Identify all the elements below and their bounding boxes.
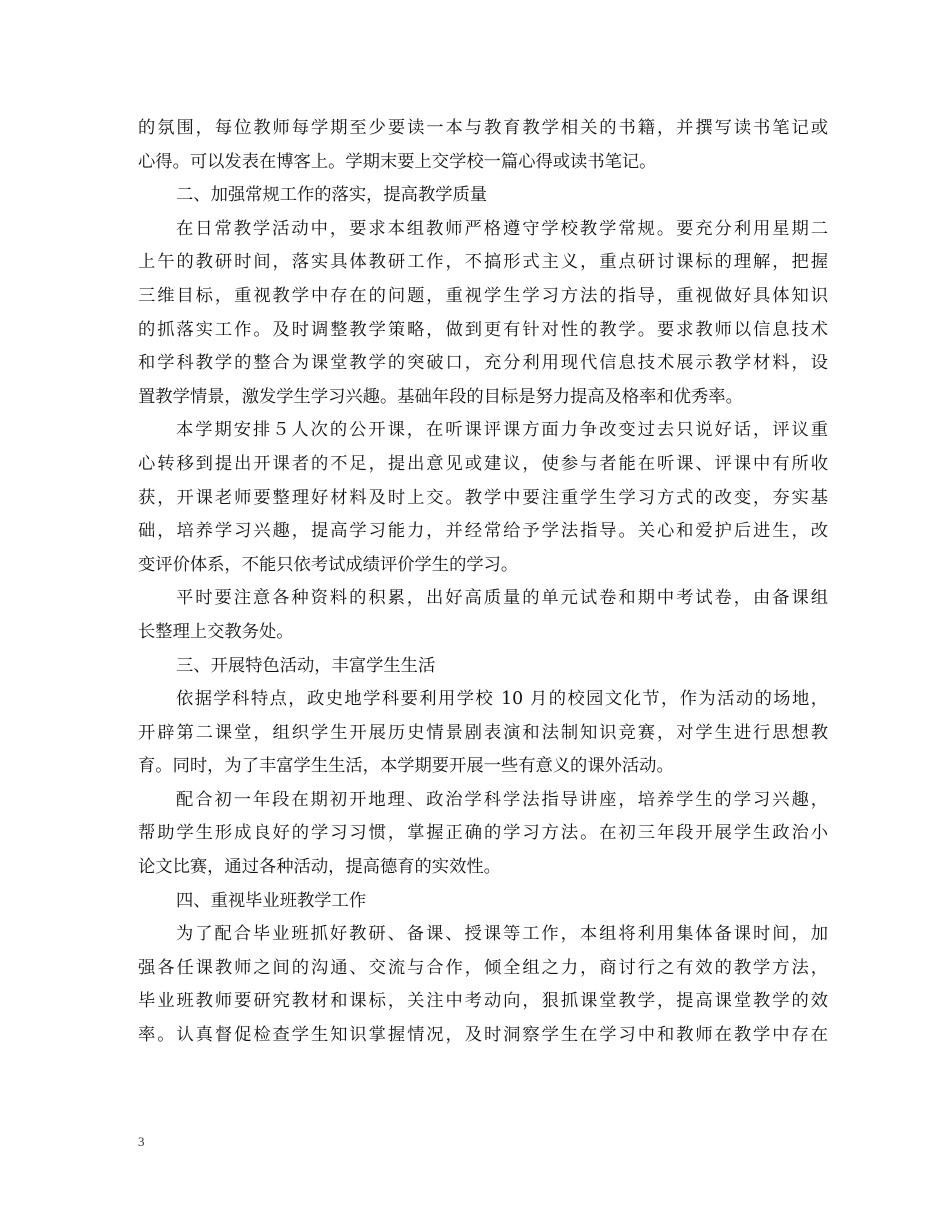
paragraph-line: 率。认真督促检查学生知识掌握情况，及时洞察学生在学习中和教师在教学中存在 <box>138 1025 828 1046</box>
paragraph-line: 平时要注意各种资料的积累，出好高质量的单元试卷和期中考试卷，由备课组 <box>176 588 828 609</box>
paragraph-line: 论文比赛，通过各种活动，提高德育的实效性。 <box>138 857 501 878</box>
paragraph-line: 依据学科特点，政史地学科要利用学校 10 月的校园文化节，作为活动的场地， <box>176 689 828 710</box>
paragraph-line: 在日常教学活动中，要求本组教师严格遵守学校教学常规。要充分利用星期二 <box>176 218 828 239</box>
paragraph-line: 帮助学生形成良好的学习习惯，掌握正确的学习方法。在初三年段开展学生政治小 <box>138 823 828 844</box>
paragraph-line: 的氛围，每位教师每学期至少要读一本与教育教学相关的书籍，并撰写读书笔记或 <box>138 118 828 138</box>
paragraph-line: 强各任课教师之间的沟通、交流与合作，倾全组之力，商讨行之有效的教学方法， <box>138 957 828 978</box>
paragraph-line: 变评价体系，不能只依考试成绩评价学生的学习。 <box>138 554 519 575</box>
paragraph-line: 置教学情景，激发学生学习兴趣。基础年段的目标是努力提高及格率和优秀率。 <box>138 386 743 407</box>
paragraph-line: 的抓落实工作。及时调整教学策略，做到更有针对性的教学。要求教师以信息技术 <box>138 319 828 340</box>
paragraph-line: 配合初一年段在期初开地理、政治学科学法指导讲座，培养学生的学习兴趣， <box>176 789 828 810</box>
paragraph-line: 获，开课老师要整理好材料及时上交。教学中要注重学生学习方式的改变，夯实基 <box>138 487 828 508</box>
paragraph-line: 育。同时，为了丰富学生生活，本学期要开展一些有意义的课外活动。 <box>138 756 674 777</box>
paragraph-line: 础，培养学习兴趣，提高学习能力，并经常给予学法指导。关心和爱护后进生，改 <box>138 521 828 542</box>
paragraph-line: 三维目标，重视教学中存在的问题，重视学生学习方法的指导，重视做好具体知识 <box>138 285 828 306</box>
document-body <box>138 112 828 1053</box>
paragraph-line: 毕业班教师要研究教材和课标，关注中考动向，狠抓课堂教学，提高课堂教学的效 <box>138 991 828 1012</box>
section-heading: 四、重视毕业班教学工作 <box>176 890 367 911</box>
paragraph-line: 长整理上交教务处。 <box>138 621 294 642</box>
paragraph-line: 本学期安排５人次的公开课，在听课评课方面力争改变过去只说好话，评议重 <box>176 420 828 441</box>
section-heading: 三、开展特色活动，丰富学生生活 <box>176 655 436 676</box>
paragraph-line: 心得。可以发表在博客上。学期末要上交学校一篇心得或读书笔记。 <box>138 151 657 172</box>
paragraph-line: 上午的教研时间，落实具体教研工作，不搞形式主义，重点研讨课标的理解，把握 <box>138 252 828 273</box>
paragraph-line: 心转移到提出开课者的不足，提出意见或建议，使参与者能在听课、评课中有所收 <box>138 453 828 474</box>
paragraph-line: 为了配合毕业班抓好教研、备课、授课等工作，本组将利用集体备课时间，加 <box>176 924 828 945</box>
paragraph-line: 开辟第二课堂，组织学生开展历史情景剧表演和法制知识竞赛，对学生进行思想教 <box>138 722 828 743</box>
page-number: 3 <box>138 1134 145 1149</box>
paragraph-line: 和学科教学的整合为课堂教学的突破口，充分利用现代信息技术展示教学材料，设 <box>138 353 828 374</box>
section-heading: 二、加强常规工作的落实，提高教学质量 <box>176 185 488 206</box>
